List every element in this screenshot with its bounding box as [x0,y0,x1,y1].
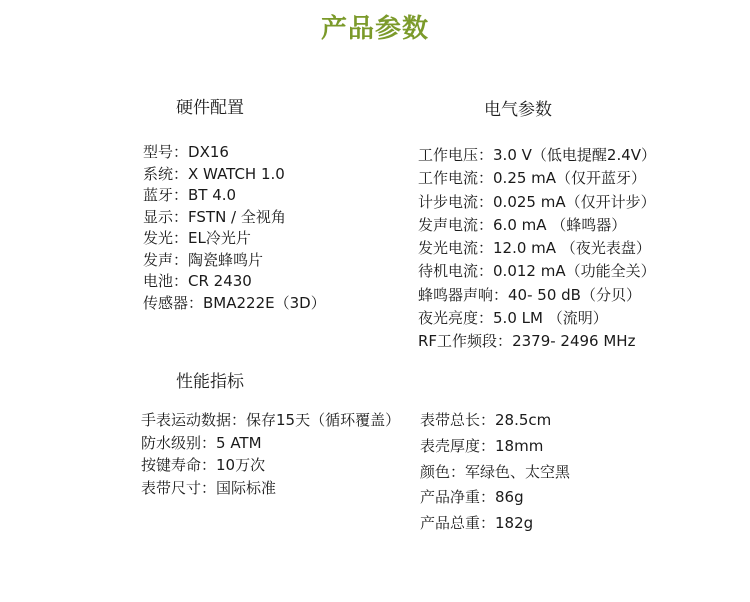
band-spec-row [420,460,570,486]
band-spec-row-value: 军绿色、太空黑 [465,462,571,481]
electrical-spec-row [418,237,656,260]
hardware-spec-row-value: BMA222E（3D） [203,293,326,312]
hardware-spec-row-value: EL冷光片 [188,229,251,247]
performance-spec-row [141,477,400,500]
electrical-spec-row [418,260,656,283]
hardware-spec-list [143,142,326,314]
electrical-spec-row [418,167,656,190]
hardware-spec-row-value: DX16 [188,143,229,161]
hardware-spec-row-value: FSTN / 全视角 [188,207,286,226]
hardware-spec-row [143,271,326,293]
electrical-spec-row [418,191,656,214]
electrical-spec-row [418,144,656,167]
hardware-spec-row-value: CR 2430 [188,272,252,290]
electrical-spec-row-label: 蜂鸣器声响： [418,285,509,304]
performance-spec-row [141,454,400,477]
hardware-spec-row-value: X WATCH 1.0 [188,164,285,183]
hardware-spec-row-label: 发声： [143,250,189,269]
electrical-spec-row-value: 0.025 mA（仅开计步） [493,192,656,211]
performance-spec-row [141,432,400,455]
performance-heading: 性能指标 [176,372,244,392]
hardware-spec-row [143,185,326,207]
electrical-spec-row-value: 0.25 mA（仅开蓝牙） [493,169,647,188]
performance-spec-row-label: 表带尺寸： [141,479,217,498]
band-spec-row-label: 产品净重： [420,488,496,507]
electrical-spec-row [418,214,656,237]
band-spec-row-label: 产品总重： [420,514,496,533]
band-spec-row [420,485,570,511]
band-spec-row-value: 182g [495,514,534,533]
electrical-spec-row-value: 6.0 mA （蜂鸣器） [493,215,627,234]
electrical-spec-row-label: 计步电流： [418,192,494,211]
band-spec-row [420,408,570,434]
electrical-spec-row [418,284,656,307]
hardware-spec-row [143,207,326,229]
hardware-spec-row [143,142,326,164]
band-spec-row-label: 表壳厚度： [420,436,496,455]
performance-spec-row [141,409,400,432]
hardware-spec-row-label: 显示： [143,207,189,226]
hardware-spec-row [143,228,326,250]
performance-spec-row-value: 国际标准 [216,479,277,498]
performance-spec-row-value: 10万次 [216,456,266,475]
hardware-spec-row-value: BT 4.0 [188,186,237,204]
hardware-spec-row-label: 发光： [143,229,189,247]
electrical-spec-list [418,144,656,354]
hardware-spec-row-label: 蓝牙： [143,186,189,204]
hardware-spec-row-label: 电池： [143,272,189,290]
band-spec-row-value: 86g [495,488,524,507]
performance-spec-list [141,409,400,500]
band-spec-list [420,408,570,537]
band-spec-row [420,511,570,537]
electrical-spec-row-label: 工作电流： [418,169,494,188]
electrical-spec-row-value: 2379- 2496 MHz [512,332,636,351]
electrical-spec-row-label: 待机电流： [418,262,494,281]
electrical-spec-row-value: 12.0 mA （夜光表盘） [493,239,651,258]
band-spec-row-label: 表带总长： [420,411,496,429]
electrical-spec-row-value: 0.012 mA（功能全关） [493,262,656,281]
electrical-spec-row [418,330,656,353]
band-spec-row-value: 28.5cm [495,411,552,429]
hardware-spec-row [143,164,326,186]
electrical-spec-row-label: RF工作频段： [418,332,513,351]
electrical-spec-row-value: 40- 50 dB（分贝） [508,285,641,304]
electrical-spec-row [418,307,656,330]
band-spec-row-label: 颜色： [420,462,466,481]
electrical-spec-row-value: 3.0 V（低电提醒2.4V） [493,146,657,164]
page-title: 产品参数 [320,14,429,44]
hardware-spec-row-label: 型号： [143,143,189,161]
electrical-spec-row-label: 发光电流： [418,239,494,258]
performance-spec-row-value: 保存15天（循环覆盖） [246,411,401,429]
electrical-spec-row-label: 发声电流： [418,215,494,234]
electrical-spec-row-label: 工作电压： [418,146,494,164]
hardware-spec-row-label: 传感器： [143,293,204,312]
performance-spec-row-label: 防水级别： [141,433,217,452]
hardware-spec-row [143,293,326,315]
band-spec-row [420,434,570,460]
hardware-heading: 硬件配置 [176,98,244,118]
performance-spec-row-value: 5 ATM [216,433,262,452]
electrical-spec-row-value: 5.0 LM （流明） [493,309,608,328]
band-spec-row-value: 18mm [495,436,544,455]
electrical-spec-row-label: 夜光亮度： [418,309,494,328]
hardware-spec-row-value: 陶瓷蜂鸣片 [188,250,264,269]
performance-spec-row-label: 按键寿命： [141,456,217,475]
performance-spec-row-label: 手表运动数据： [141,411,247,429]
hardware-spec-row [143,250,326,272]
hardware-spec-row-label: 系统： [143,164,189,183]
electrical-heading: 电气参数 [484,100,552,120]
